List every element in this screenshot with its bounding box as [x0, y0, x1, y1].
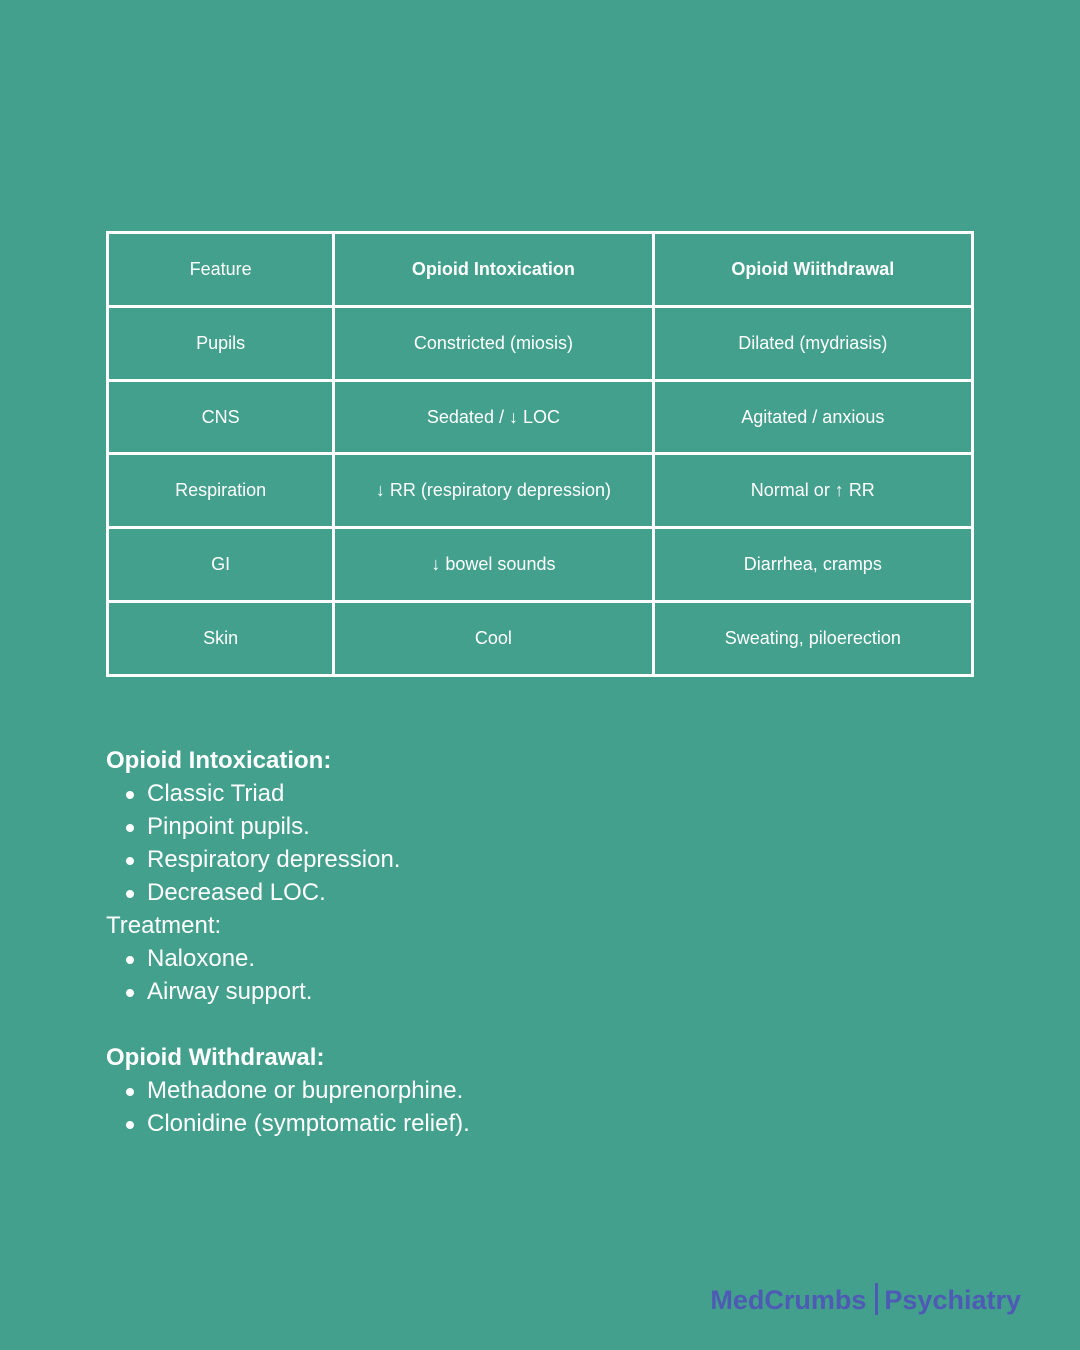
feature-cell: Skin — [108, 602, 334, 676]
header-intoxication: Opioid Intoxication — [334, 233, 653, 307]
table-header-row — [108, 233, 973, 307]
notes-section — [106, 744, 906, 1140]
withdrawal-cell: Sweating, piloerection — [653, 602, 972, 676]
header-withdrawal: Opioid Wiithdrawal — [653, 233, 972, 307]
list-item: Pinpoint pupils. — [147, 810, 906, 843]
list-item: Naloxone. — [147, 942, 906, 975]
table-row — [108, 454, 973, 528]
brand-section: Psychiatry — [884, 1285, 1021, 1315]
feature-cell: GI — [108, 528, 334, 602]
table-row — [108, 306, 973, 380]
list-item: Respiratory depression. — [147, 843, 906, 876]
feature-cell: Pupils — [108, 306, 334, 380]
withdrawal-cell: Normal or ↑ RR — [653, 454, 972, 528]
feature-cell: CNS — [108, 380, 334, 454]
feature-cell: Respiration — [108, 454, 334, 528]
table-row — [108, 602, 973, 676]
list-item: Methadone or buprenorphine. — [147, 1074, 906, 1107]
table-row — [108, 528, 973, 602]
intoxication-list — [106, 777, 906, 909]
intoxication-cell: ↓ bowel sounds — [334, 528, 653, 602]
intoxication-cell: ↓ RR (respiratory depression) — [334, 454, 653, 528]
intoxication-cell: Constricted (miosis) — [334, 306, 653, 380]
brand-divider — [875, 1283, 878, 1315]
list-item: Classic Triad — [147, 777, 906, 810]
withdrawal-heading: Opioid Withdrawal: — [106, 1044, 325, 1071]
comparison-table — [106, 231, 974, 677]
treatment-label: Treatment: — [106, 912, 222, 939]
brand-logo — [710, 1283, 1021, 1316]
intoxication-cell: Sedated / ↓ LOC — [334, 380, 653, 454]
list-item: Airway support. — [147, 975, 906, 1008]
intoxication-cell: Cool — [334, 602, 653, 676]
list-item: Decreased LOC. — [147, 876, 906, 909]
list-item: Clonidine (symptomatic relief). — [147, 1107, 906, 1140]
header-feature: Feature — [108, 233, 334, 307]
brand-name: MedCrumbs — [710, 1285, 867, 1315]
treatment-list — [106, 942, 906, 1008]
section-spacer — [106, 1008, 906, 1041]
withdrawal-cell: Diarrhea, cramps — [653, 528, 972, 602]
withdrawal-cell: Agitated / anxious — [653, 380, 972, 454]
table-row — [108, 380, 973, 454]
withdrawal-list — [106, 1074, 906, 1140]
withdrawal-cell: Dilated (mydriasis) — [653, 306, 972, 380]
intoxication-heading: Opioid Intoxication: — [106, 747, 332, 774]
